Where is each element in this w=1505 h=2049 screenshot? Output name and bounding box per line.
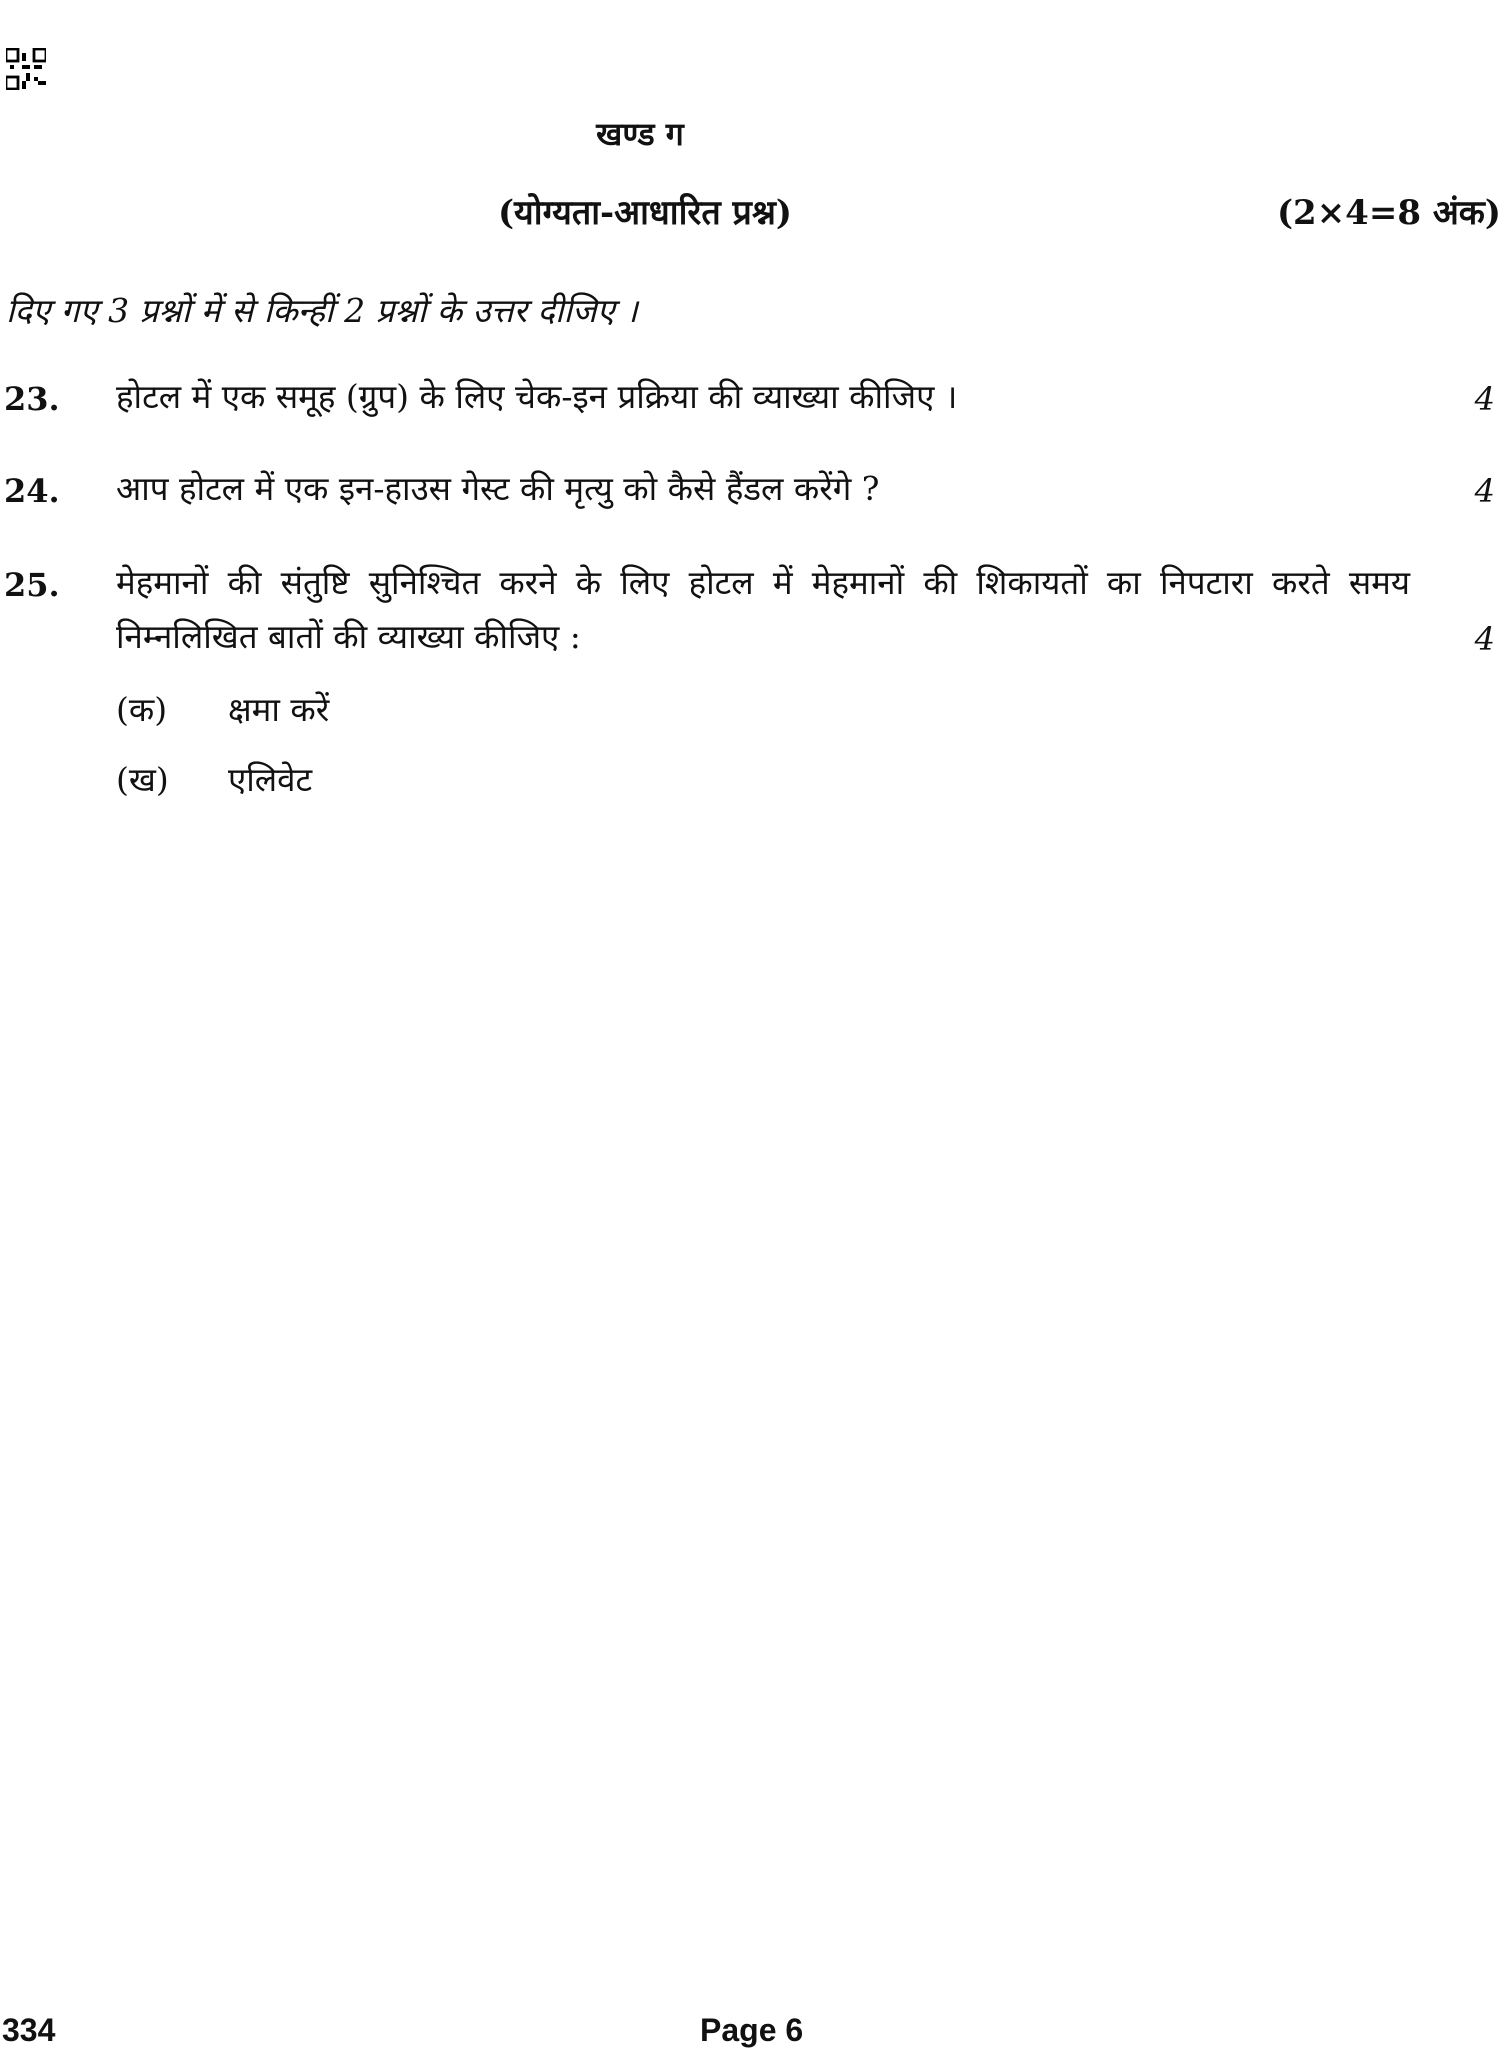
question-text: होटल में एक समूह (ग्रुप) के लिए चेक-इन प्रक्रिया की व्याख्या कीजिए । xyxy=(116,377,958,416)
question-number: 25. xyxy=(4,566,60,604)
question-marks: 4 xyxy=(1474,380,1495,418)
sub-part-text: एलिवेट xyxy=(228,760,313,799)
paper-code: 334 xyxy=(2,2012,56,2048)
sub-part-label: (क) xyxy=(116,690,168,729)
question-marks: 4 xyxy=(1474,472,1495,510)
sub-part-label: (ख) xyxy=(116,760,169,799)
page-number: Page 6 xyxy=(700,2012,804,2048)
instruction: दिए गए 3 प्रश्नों में से किन्हीं 2 प्रश्नों के उत्तर दीजिए । xyxy=(6,291,638,330)
question-number: 24. xyxy=(4,472,60,510)
question-number: 23. xyxy=(4,380,60,418)
question-marks: 4 xyxy=(1474,620,1495,658)
qr-code-icon xyxy=(6,48,46,90)
question-text: मेहमानों की संतुष्टि सुनिश्चित करने के लिए होटल में मेहमानों की शिकायतों का निपटारा करते समय निम्नलिखित बातों की व्याख्या कीजिए : xyxy=(116,563,1410,656)
section-title: खण्ड ग xyxy=(596,115,684,153)
section-subtitle: (योग्यता-आधारित प्रश्न) xyxy=(497,193,793,233)
question-text: आप होटल में एक इन-हाउस गेस्ट की मृत्यु को कैसे हैंडल करेंगे ? xyxy=(116,469,880,508)
sub-part-text: क्षमा करें xyxy=(228,690,330,729)
section-marks: (2×4=8 अंक) xyxy=(1276,193,1501,233)
